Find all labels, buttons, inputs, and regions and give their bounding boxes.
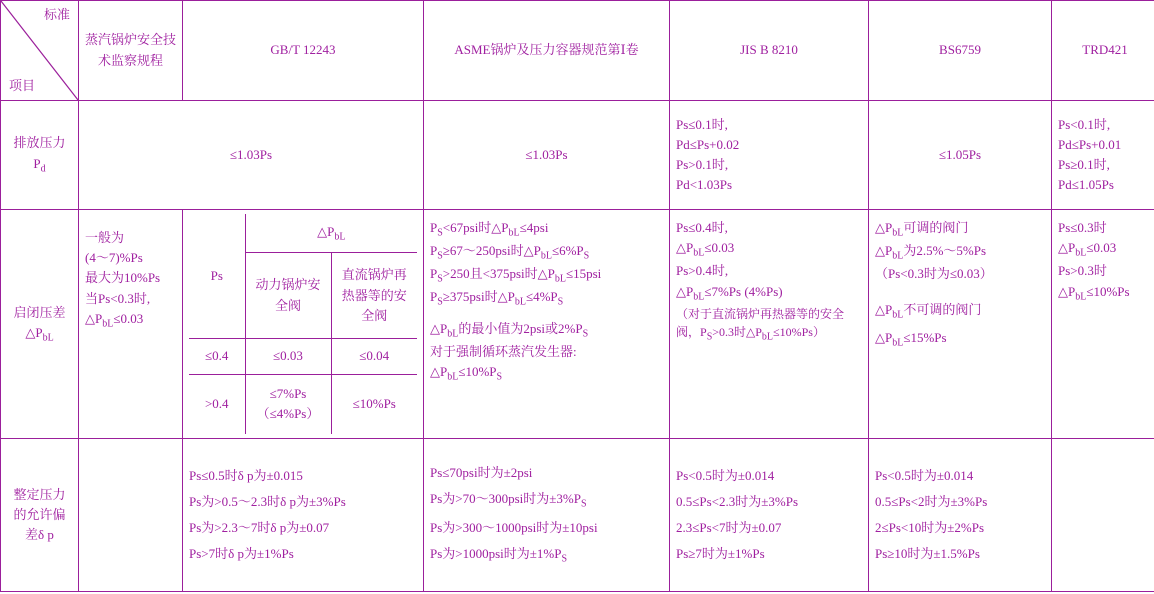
column-header-gb: GB/T 12243	[183, 1, 424, 101]
cell-blowdown-gb	[183, 210, 424, 439]
row-label-line1: 排放压力	[13, 135, 66, 151]
asme-line: $\triangle P_{bL}\le 10\%P_S$	[430, 363, 503, 383]
gb-inner-dp-header: $\triangle P_{bL}$	[245, 214, 417, 253]
asme-line: $P_S>250$且<375psi时$\triangle P_{bL}\le 15psi$	[430, 266, 602, 285]
row-label-discharge-pressure	[1, 101, 79, 210]
trd-line: $\triangle P_{bL}\le 0.03$	[1058, 240, 1117, 259]
cell-tolerance-tjjc	[79, 439, 183, 592]
cell-blowdown-tjjc-last: $\triangle P_{bL}\le 0.03$	[85, 310, 144, 330]
cell-discharge-gb: ≤1.03Ps	[79, 101, 424, 210]
gb-inner-data-row	[189, 338, 417, 374]
bs-spacer	[875, 284, 1045, 300]
row-label-blowdown	[1, 210, 79, 439]
gb-inner-table	[189, 214, 417, 434]
cell-tolerance-gb: Ps≤0.5时δ p为±0.015 Ps为>0.5～2.3时δ p为±3%Ps Ps为>2.3～7时δ p为±0.07 Ps>7时δ p为±1%Ps	[183, 439, 424, 592]
row-label-line2: $\triangle P_{bL}$	[25, 324, 54, 344]
jis-line: $\triangle P_{bL}\le 0.03$	[676, 240, 735, 259]
cell-blowdown-bs: $\triangle P_{bL}$可调的阀门 $\triangle P_{bL}$为2.5%～5%Ps （Ps<0.3时为≤0.03） $\triangle P_{bL}$不可调的阀门 $\triangle P_{bL}\le 15\%Ps$	[869, 210, 1052, 439]
gb-inner-right-1: ≤0.04	[331, 338, 417, 374]
gb-inner-header-row	[189, 214, 417, 253]
row-label-line1: 启闭压差	[13, 304, 66, 320]
asme-line: $\triangle P_{bL}$的最小值为2psi或$2\%P_S$	[430, 320, 589, 340]
cell-blowdown-asme	[424, 210, 670, 439]
asme-tol-line: Ps为>1000psi时为$\pm 1\%P_S$	[430, 546, 568, 565]
row-label-line2: $P_d$	[33, 155, 46, 175]
bs-line: $\triangle P_{bL}$不可调的阀门	[875, 302, 982, 322]
gb-inner-left-1: ≤0.03	[245, 338, 331, 374]
cell-discharge-asme: ≤1.03Ps	[424, 101, 670, 210]
gb-inner-ps-2: >0.4	[189, 374, 245, 434]
bs-line: $\triangle P_{bL}$可调的阀门	[875, 220, 969, 239]
gb-inner-left-2: ≤7%Ps（≤4%Ps）	[245, 374, 331, 434]
asme-tol-line: Ps为>70～300psi时为$\pm 3\%P_S$	[430, 490, 587, 510]
asme-line: 对于强制循环蒸汽发生器:	[430, 343, 577, 359]
table-header-row	[1, 1, 1154, 101]
cell-tolerance-asme: Ps≤70psi时为±2psi Ps为>70～300psi时为$\pm 3\%P_S$ Ps为>300～1000psi时为±10psi Ps为>1000psi时为$\pm 1\%P_S$	[424, 439, 670, 592]
corner-label-item: 项目	[9, 77, 36, 93]
cell-tolerance-jis: Ps<0.5时为±0.014 0.5≤Ps<2.3时为±3%Ps 2.3≤Ps<7时为±0.07 Ps≥7时为±1%Ps	[670, 439, 869, 592]
column-header-tjjc: 蒸汽锅炉安全技术监察规程	[79, 1, 183, 101]
gb-inner-subheader-oncethrough: 直流锅炉再热器等的安全阀	[331, 253, 417, 338]
bs-line: $\triangle P_{bL}$为2.5%～5%Ps	[875, 243, 987, 262]
cell-discharge-jis: Ps≤0.1时, Pd≤Ps+0.02 Ps>0.1时, Pd<1.03Ps	[670, 101, 869, 210]
gb-inner-ps-1: ≤0.4	[189, 338, 245, 374]
asme-spacer	[430, 311, 663, 319]
asme-line: $P_S<67psi$时$\triangle P_{bL}\le 4psi$	[430, 220, 549, 239]
gb-inner-data-row	[189, 374, 417, 434]
jis-line: $\triangle P_{bL}\le 7\%Ps$ (4%Ps)	[676, 283, 783, 303]
jis-note: （对于直流锅炉再热器等的安全阀，$P_S>0.3$时$\triangle P_{bL}\le 10\%Ps$）	[676, 306, 845, 343]
asme-line: $P_S\ge 375psi$时$\triangle P_{bL}\le 4\%P_S$	[430, 289, 564, 308]
gb-inner-ps-header: Ps	[189, 214, 245, 338]
cell-blowdown-trd: Ps≤0.3时 $\triangle P_{bL}\le 0.03$ Ps>0.3时 $\triangle P_{bL}\le 10\%Ps$	[1052, 210, 1154, 439]
column-header-asme: ASME锅炉及压力容器规范第Ⅰ卷	[424, 1, 670, 101]
column-header-bs: BS6759	[869, 1, 1052, 101]
cell-blowdown-jis: Ps≤0.4时, $\triangle P_{bL}\le 0.03$ Ps>0.4时, $\triangle P_{bL}\le 7\%Ps$ (4%Ps) （对于直流锅炉再热器等的安全阀，$P_S>0.3$时$\triangle P_{bL}\le 10\%Ps$）	[670, 210, 869, 439]
cell-tolerance-bs: Ps<0.5时为±0.014 0.5≤Ps<2时为±3%Ps 2≤Ps<10时为±2%Ps Ps≥10时为±1.5%Ps	[869, 439, 1052, 592]
table-row	[1, 101, 1154, 210]
bs-line: $\triangle P_{bL}\le 15\%Ps$	[875, 329, 947, 349]
cell-blowdown-tjjc: 一般为 (4～7)%Ps 最大为10%Ps 当Ps<0.3时, $\triangle P_{bL}\le 0.03$	[79, 210, 183, 439]
asme-line: $P_S\ge 67\sim 250psi$时$\triangle P_{bL}\le 6\%P_S$	[430, 243, 590, 262]
table-row	[1, 439, 1154, 592]
trd-line: $\triangle P_{bL}\le 10\%Ps$	[1058, 283, 1130, 303]
gb-inner-subheader-power: 动力锅炉安全阀	[245, 253, 331, 338]
corner-label-standard: 标准	[43, 7, 70, 22]
gb-inner-right-2: ≤10%Ps	[331, 374, 417, 434]
cell-discharge-bs: ≤1.05Ps	[869, 101, 1052, 210]
column-header-trd: TRD421	[1052, 1, 1154, 101]
column-header-jis: JIS B 8210	[670, 1, 869, 101]
cell-discharge-trd: Ps<0.1时, Pd≤Ps+0.01 Ps≥0.1时, Pd≤1.05Ps	[1052, 101, 1154, 210]
cell-tolerance-trd	[1052, 439, 1154, 592]
table-row	[1, 210, 1154, 439]
row-label-set-pressure-tolerance: 整定压力 的允许偏 差δ p	[1, 439, 79, 592]
corner-cell	[1, 1, 79, 101]
